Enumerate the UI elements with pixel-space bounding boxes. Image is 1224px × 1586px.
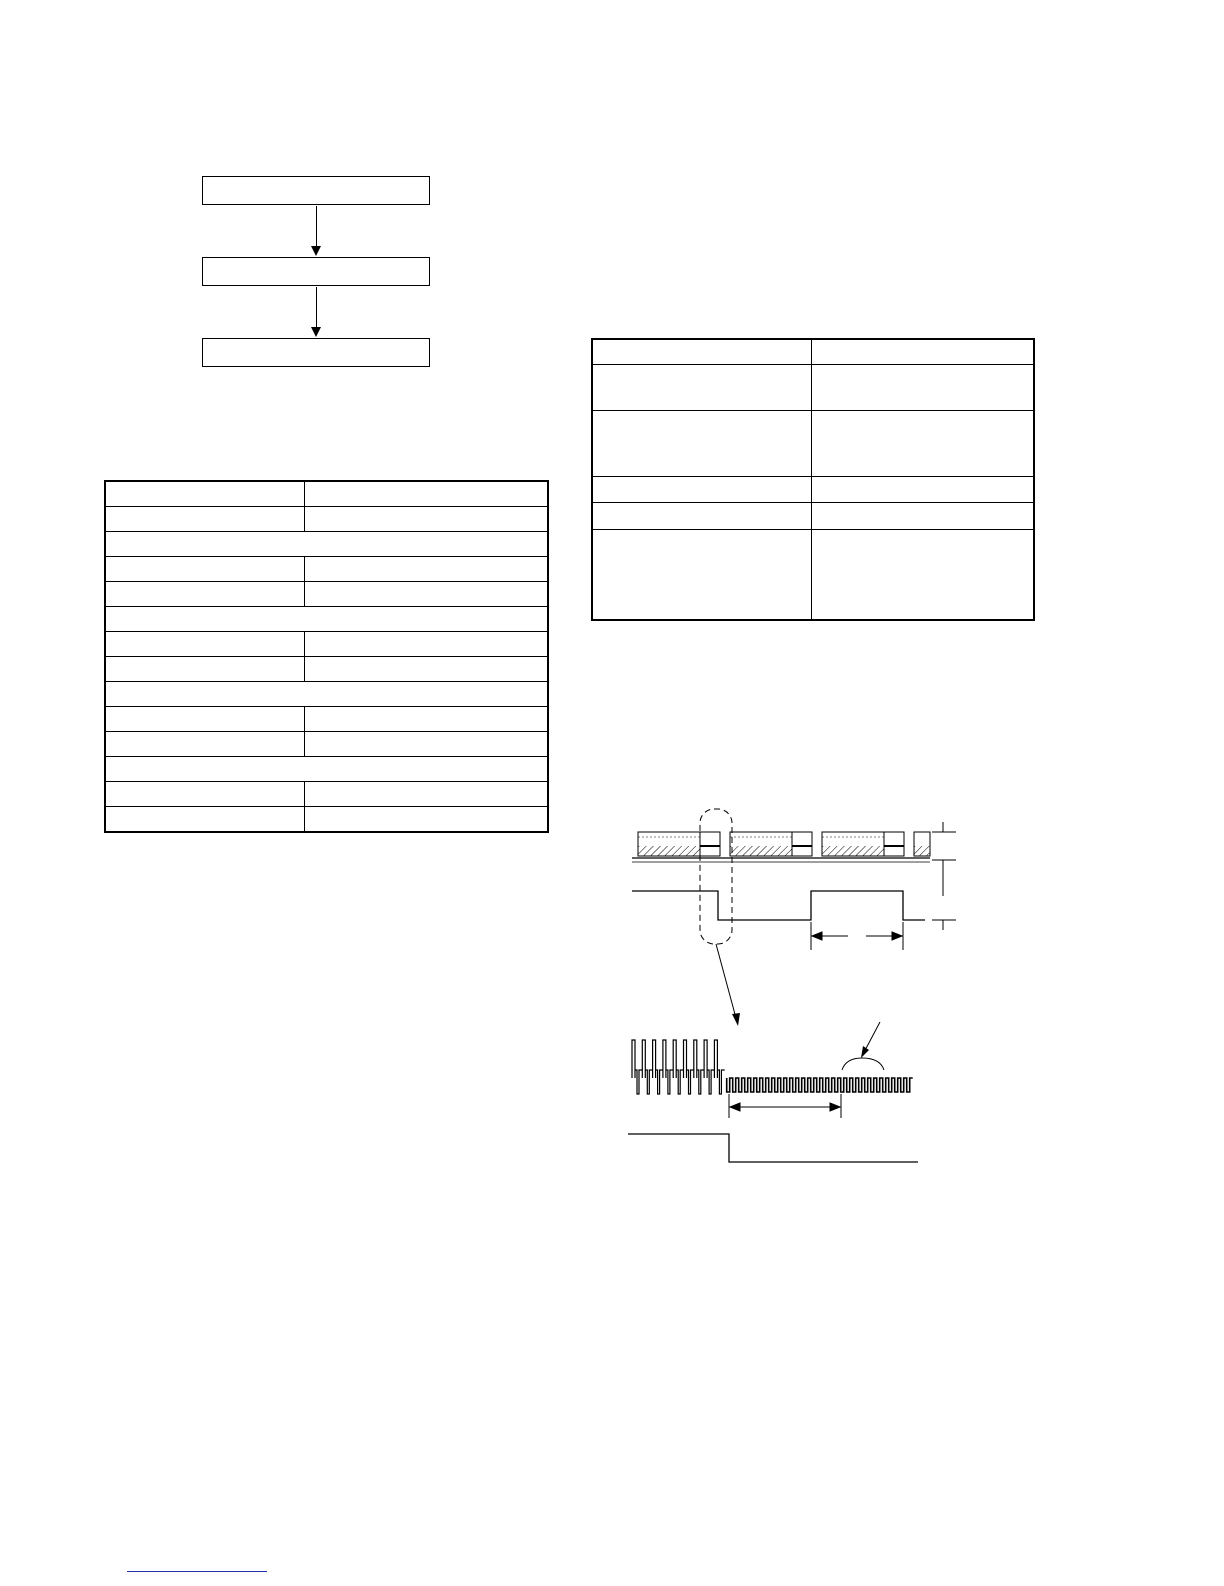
pulse: [704, 1040, 714, 1094]
brace-annotation: [842, 1022, 884, 1070]
small-pulses: [727, 1078, 913, 1092]
pulse-train-detail: [632, 1040, 725, 1094]
pulse: [663, 1040, 673, 1094]
dimension-marks: [932, 822, 956, 930]
zoom-arrow: [716, 944, 740, 1026]
pulse: [642, 1040, 652, 1094]
tape-track: [632, 832, 930, 862]
pulse: [684, 1040, 694, 1094]
square-wave-upper: [632, 891, 925, 920]
pulse: [653, 1040, 663, 1094]
pulse: [714, 1040, 724, 1094]
pulse: [673, 1040, 683, 1094]
zoom-highlight: [700, 809, 732, 944]
step-signal-lower: [628, 1134, 918, 1162]
interval-dimension: [729, 1094, 841, 1118]
pulse: [694, 1040, 704, 1094]
small-pulse-train: [727, 1078, 913, 1092]
period-dimension: [811, 922, 903, 950]
pulse: [632, 1040, 642, 1094]
